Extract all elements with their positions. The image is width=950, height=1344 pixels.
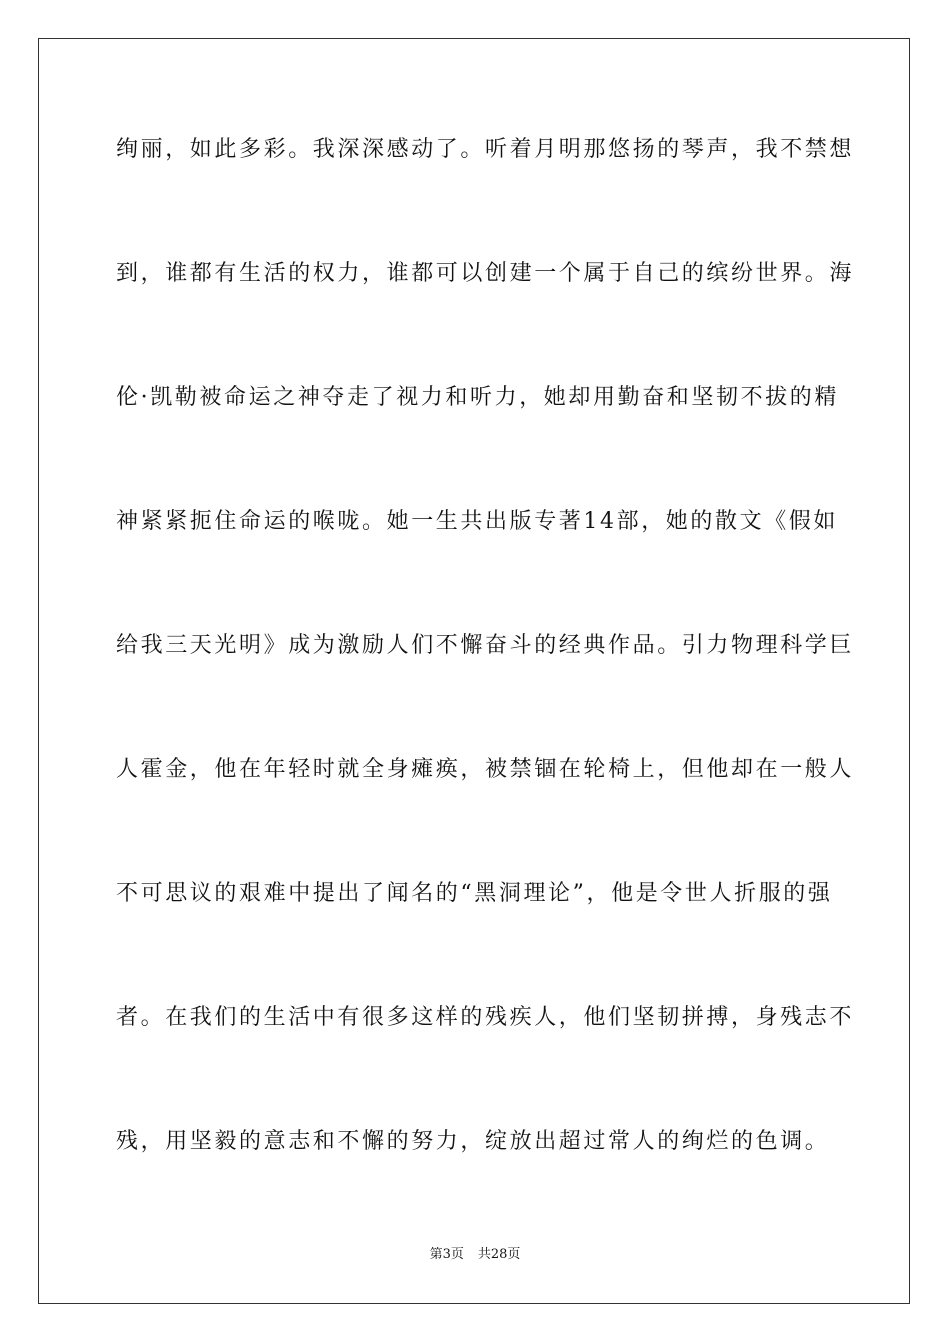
text-line: 者。在我们的生活中有很多这样的残疾人，他们坚韧拼搏，身残志不	[116, 1005, 855, 1030]
page-total: 共28页	[477, 1247, 521, 1262]
text-line: 不可思议的艰难中提出了闻名的“黑洞理论”，他是令世人折服的强	[116, 881, 833, 906]
text-line: 人霍金，他在年轻时就全身瘫痪，被禁锢在轮椅上，但他却在一般人	[116, 757, 855, 782]
text-line: 绚丽，如此多彩。我深深感动了。听着月明那悠扬的琴声，我不禁想	[116, 137, 855, 162]
text-line: 伦·凯勒被命运之神夺走了视力和听力，她却用勤奋和坚韧不拔的精	[116, 385, 839, 410]
text-line: 到，谁都有生活的权力，谁都可以创建一个属于自己的缤纷世界。海	[116, 261, 855, 286]
page-number: 第3页	[429, 1247, 464, 1262]
page-footer	[0, 1245, 950, 1265]
text-line: 残，用坚毅的意志和不懈的努力，绽放出超过常人的绚烂的色调。	[116, 1129, 830, 1154]
text-line: 神紧紧扼住命运的喉咙。她一生共出版专著14部，她的散文《假如	[116, 509, 838, 534]
text-line: 给我三天光明》成为激励人们不懈奋斗的经典作品。引力物理科学巨	[116, 633, 855, 658]
document-body	[116, 124, 855, 1240]
